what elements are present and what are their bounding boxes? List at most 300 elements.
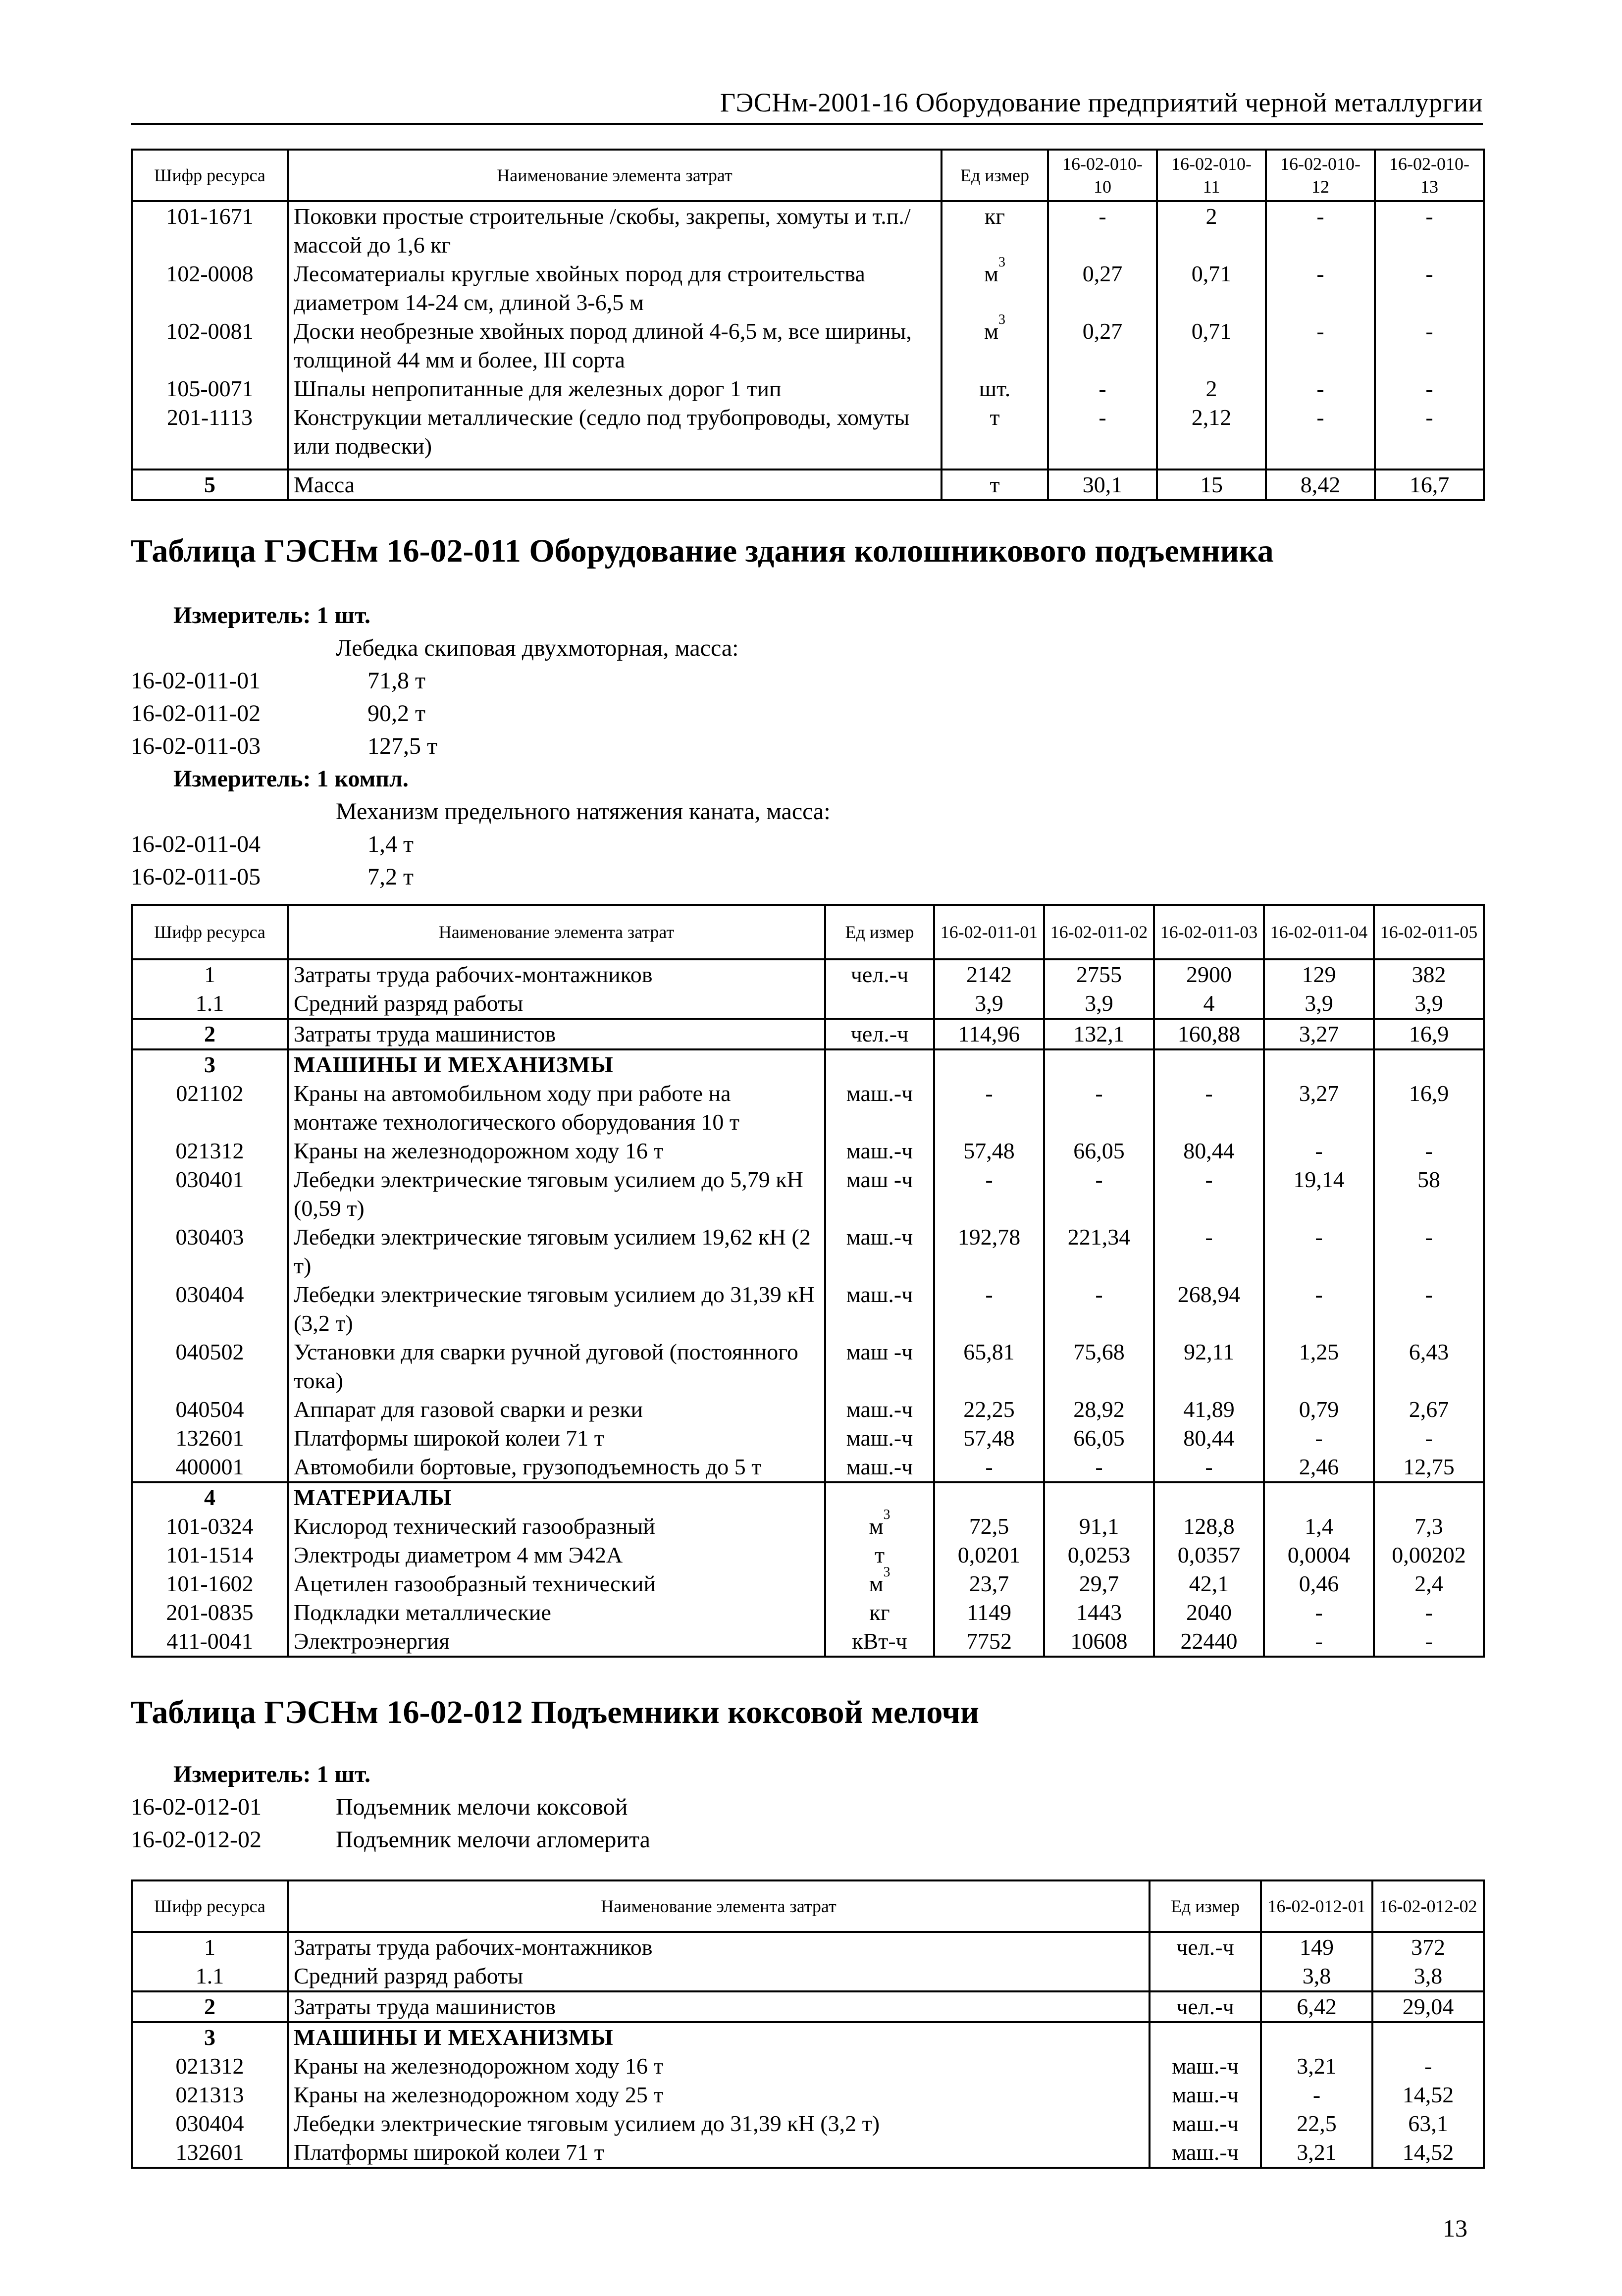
cell-value: 0,0357 [1154,1541,1264,1569]
section-heading: МАТЕРИАЛЫ [288,1482,825,1512]
cell-value: 58 [1374,1165,1484,1223]
cell-name: Масса [288,470,942,500]
cell-value: 14,52 [1372,2081,1484,2109]
cell-unit: $м^3$ [942,317,1048,374]
cell-value: 0,46 [1264,1569,1374,1598]
cell-code: 132601 [132,2138,288,2168]
cell-value: 41,89 [1154,1395,1264,1424]
table-16-02-011 [131,904,1485,1658]
item-description: Лебедка скиповая двухмоторная, масса: [336,635,739,661]
cell-value: 7,3 [1374,1512,1484,1541]
cell-value: 80,44 [1154,1424,1264,1453]
cell-value: - [1266,201,1375,260]
cell-name: Электроды диаметром 4 мм Э42А [288,1541,825,1569]
table-row [132,1424,1484,1453]
cell-value: 3,9 [934,989,1044,1019]
measure-value: 1 шт. [316,602,370,628]
cell-value: 128,8 [1154,1512,1264,1541]
item-code: 16-02-011-05 [131,864,261,890]
cell-value: 3,21 [1261,2138,1372,2168]
table-row [132,989,1484,1019]
cell-name: Лебедки электрические тяговым усилием до 31,39 кН (3,2 т) [288,1280,825,1338]
header-col: 16-02-012-01 [1261,1880,1372,1932]
cell-value: 0,27 [1048,317,1157,374]
cell-code: 030404 [132,2109,288,2138]
cell-value: 22,25 [934,1395,1044,1424]
item-value: 90,2 т [367,700,425,727]
table-row [132,1280,1484,1338]
item-value: Подъемник мелочи коксовой [336,1794,628,1820]
cell-unit: т [942,470,1048,500]
cell-unit: маш.-ч [1150,2052,1261,2081]
cell-code: 105-0071 [132,374,288,403]
cell-value: - [1264,1598,1374,1627]
cell-value: 3,8 [1261,1962,1372,1991]
cell-name: Автомобили бортовые, грузоподъемность до 5 т [288,1453,825,1482]
cell-name: Затраты труда рабочих-монтажников [288,959,825,989]
cell-unit: чел.-ч [825,959,934,989]
cell-value: - [1044,1280,1154,1338]
cell-unit: $м^3$ [942,260,1048,317]
cell-value: 14,52 [1372,2138,1484,2168]
cell-value: 10608 [1044,1627,1154,1657]
cell-code: 030401 [132,1165,288,1223]
header-name: Наименование элемента затрат [288,150,942,201]
cell-value: 1443 [1044,1598,1154,1627]
cell-value: 16,7 [1375,470,1484,500]
cell-value: 1,4 [1264,1512,1374,1541]
table-row [132,1512,1484,1541]
page-number: 13 [1443,2214,1467,2242]
cell-value: 72,5 [934,1512,1044,1541]
header-name: Наименование элемента затрат [288,905,825,959]
item-code: 16-02-011-01 [131,668,261,694]
cell-value: 66,05 [1044,1137,1154,1165]
table-row [132,1049,1484,1079]
header-col: 16-02-010-13 [1375,150,1484,201]
cell-value: 3,9 [1264,989,1374,1019]
cell-name: Краны на железнодорожном ходу 25 т [288,2081,1150,2109]
measure-label: Измеритель: [173,766,311,792]
cell-value: - [934,1165,1044,1223]
table-row [132,1482,1484,1512]
cell-value: 0,79 [1264,1395,1374,1424]
header-col: 16-02-012-02 [1372,1880,1484,1932]
cell-unit: маш -ч [825,1338,934,1395]
cell-value: 2040 [1154,1598,1264,1627]
cell-unit: чел.-ч [1150,1932,1261,1962]
cell-value: 160,88 [1154,1019,1264,1049]
table-row [132,1223,1484,1280]
item-value: 1,4 т [367,831,414,857]
table-row [132,260,1484,317]
cell-code: 1 [132,1932,288,1962]
cell-value: 6,42 [1261,1991,1372,2022]
header-code: Шифр ресурса [132,905,288,959]
cell-name: Электроэнергия [288,1627,825,1657]
cell-value: 114,96 [934,1019,1044,1049]
header-name: Наименование элемента затрат [288,1880,1150,1932]
cell-value: 192,78 [934,1223,1044,1280]
cell-name: Конструкции металлические (седло под трубопроводы, хомуты или подвески) [288,403,942,470]
cell-name: Затраты труда машинистов [288,1991,1150,2022]
cell-value: 22440 [1154,1627,1264,1657]
cell-value: - [1154,1079,1264,1137]
item-code: 16-02-011-02 [131,700,261,727]
cell-unit: маш.-ч [1150,2138,1261,2168]
cell-value: 1,25 [1264,1338,1374,1395]
cell-value: - [1154,1165,1264,1223]
cell-code: 1.1 [132,989,288,1019]
cell-name: Лебедки электрические тяговым усилием до 31,39 кН (3,2 т) [288,2109,1150,2138]
cell-value: - [1374,1627,1484,1657]
cell-value: - [1264,1627,1374,1657]
cell-code: 040504 [132,1395,288,1424]
table-row [132,1395,1484,1424]
cell-value: - [1266,374,1375,403]
cell-value: 6,43 [1374,1338,1484,1395]
cell-value: 3,8 [1372,1962,1484,1991]
table-row [132,959,1484,989]
measure-label: Измеритель: [173,1761,311,1787]
cell-value: - [934,1079,1044,1137]
measure-line [173,763,409,795]
cell-value: - [934,1280,1044,1338]
cell-code: 2 [132,1019,288,1049]
cell-value: - [1264,1280,1374,1338]
cell-name: Затраты труда машинистов [288,1019,825,1049]
cell-value: 16,9 [1374,1079,1484,1137]
table-row [132,1962,1484,1991]
measure-value: 1 компл. [316,766,409,792]
cell-value: - [1375,201,1484,260]
cell-code: 101-1671 [132,201,288,260]
section-title: Таблица ГЭСНм 16-02-012 Подъемники коксовой мелочи [131,1694,979,1730]
cell-value: 30,1 [1048,470,1157,500]
table-row [132,201,1484,260]
cell-value: 3,9 [1044,989,1154,1019]
cell-unit: т [942,403,1048,470]
cell-value: 57,48 [934,1137,1044,1165]
cell-code: 3 [132,2022,288,2052]
cell-value: - [1154,1453,1264,1482]
cell-value: 29,04 [1372,1991,1484,2022]
cell-name: Краны на автомобильном ходу при работе на монтаже технологического оборудования 10 т [288,1079,825,1137]
cell-name: Краны на железнодорожном ходу 16 т [288,1137,825,1165]
table-row [132,2022,1484,2052]
section-title: Таблица ГЭСНм 16-02-011 Оборудование здания колошникового подъемника [131,533,1274,569]
cell-name: Краны на железнодорожном ходу 16 т [288,2052,1150,2081]
cell-code: 102-0081 [132,317,288,374]
section-heading: МАШИНЫ И МЕХАНИЗМЫ [288,1049,825,1079]
measure-label: Измеритель: [173,602,311,628]
table-16-02-010 [131,149,1485,501]
cell-name: Установки для сварки ручной дуговой (постоянного тока) [288,1338,825,1395]
cell-value: - [1264,1424,1374,1453]
cell-name: Поковки простые строительные /скобы, закрепы, хомуты и т.п./ массой до 1,6 кг [288,201,942,260]
cell-value: - [1374,1424,1484,1453]
cell-unit: кг [825,1598,934,1627]
cell-value: 92,11 [1154,1338,1264,1395]
cell-code: 030403 [132,1223,288,1280]
cell-value: 132,1 [1044,1019,1154,1049]
cell-value: 2,67 [1374,1395,1484,1424]
cell-code: 021312 [132,1137,288,1165]
cell-value: 372 [1372,1932,1484,1962]
table-row [132,1079,1484,1137]
cell-name: Шпалы непропитанные для железных дорог 1 тип [288,374,942,403]
cell-unit: чел.-ч [1150,1991,1261,2022]
cell-value: 80,44 [1154,1137,1264,1165]
cell-value: 3,27 [1264,1019,1374,1049]
cell-code: 201-0835 [132,1598,288,1627]
cell-value: - [1261,2081,1372,2109]
cell-value: 2755 [1044,959,1154,989]
table-row [132,1338,1484,1395]
cell-value: - [1048,403,1157,470]
cell-code: 132601 [132,1424,288,1453]
cell-code: 1 [132,959,288,989]
cell-value: - [1264,1223,1374,1280]
item-value: 71,8 т [367,668,425,694]
cell-code: 411-0041 [132,1627,288,1657]
cell-unit: маш.-ч [825,1137,934,1165]
cell-value: 29,7 [1044,1569,1154,1598]
header-col: 16-02-010-10 [1048,150,1157,201]
cell-value: - [1372,2052,1484,2081]
cell-name: Ацетилен газообразный технический [288,1569,825,1598]
item-description: Механизм предельного натяжения каната, масса: [336,798,831,825]
cell-unit: маш.-ч [825,1280,934,1338]
header-col: 16-02-011-05 [1374,905,1484,959]
cell-value: 382 [1374,959,1484,989]
table-row [132,2138,1484,2168]
cell-unit: маш.-ч [825,1223,934,1280]
cell-value: 8,42 [1266,470,1375,500]
cell-code: 4 [132,1482,288,1512]
cell-name: Средний разряд работы [288,1962,1150,1991]
cell-code: 400001 [132,1453,288,1482]
section-heading: МАШИНЫ И МЕХАНИЗМЫ [288,2022,1150,2052]
cell-value: - [1048,201,1157,260]
cell-code: 021102 [132,1079,288,1137]
cell-value: 15 [1157,470,1266,500]
cell-value: 19,14 [1264,1165,1374,1223]
cell-value: 0,0201 [934,1541,1044,1569]
cell-value: 221,34 [1044,1223,1154,1280]
cell-value: 0,71 [1157,317,1266,374]
table-row [132,1991,1484,2022]
cell-code: 021313 [132,2081,288,2109]
cell-unit: маш.-ч [825,1424,934,1453]
cell-unit: маш.-ч [1150,2109,1261,2138]
header-col: 16-02-011-01 [934,905,1044,959]
cell-unit: маш.-ч [1150,2081,1261,2109]
cell-name: Кислород технический газообразный [288,1512,825,1541]
cell-value: - [1374,1280,1484,1338]
cell-code: 1.1 [132,1962,288,1991]
cell-value: - [1044,1165,1154,1223]
cell-value: 0,00202 [1374,1541,1484,1569]
cell-name: Лебедки электрические тяговым усилием до 5,79 кН (0,59 т) [288,1165,825,1223]
cell-name: Лесоматериалы круглые хвойных пород для строительства диаметром 14-24 см, длиной 3-6,5 м [288,260,942,317]
cell-unit: шт. [942,374,1048,403]
cell-value: 4 [1154,989,1264,1019]
cell-value: 2,46 [1264,1453,1374,1482]
table-row [132,2109,1484,2138]
cell-value: - [1048,374,1157,403]
cell-unit: $м^3$ [825,1512,934,1541]
cell-value: - [934,1453,1044,1482]
cell-value: 0,71 [1157,260,1266,317]
table-row [132,1627,1484,1657]
table-row [132,2052,1484,2081]
cell-value: - [1154,1223,1264,1280]
cell-code: 2 [132,1991,288,2022]
cell-value: 28,92 [1044,1395,1154,1424]
cell-code: 030404 [132,1280,288,1338]
cell-value: 75,68 [1044,1338,1154,1395]
item-code: 16-02-011-03 [131,733,261,759]
cell-value: - [1375,403,1484,470]
table-row [132,470,1484,500]
table-row [132,403,1484,470]
cell-value: - [1266,260,1375,317]
cell-value: - [1375,260,1484,317]
cell-value: 2,4 [1374,1569,1484,1598]
table-row [132,1453,1484,1482]
cell-value: - [1264,1137,1374,1165]
measure-value: 1 шт. [316,1761,370,1787]
cell-value: - [1044,1079,1154,1137]
cell-value: 16,9 [1374,1019,1484,1049]
cell-code: 201-1113 [132,403,288,470]
cell-value: 3,27 [1264,1079,1374,1137]
cell-value: 129 [1264,959,1374,989]
cell-value: - [1266,403,1375,470]
header-col: 16-02-010-12 [1266,150,1375,201]
cell-code: 3 [132,1049,288,1079]
cell-code: 040502 [132,1338,288,1395]
cell-name: Доски необрезные хвойных пород длиной 4-6,5 м, все ширины, толщиной 44 мм и более, III сорта [288,317,942,374]
cell-unit [825,989,934,1019]
header-unit: Ед измер [942,150,1048,201]
cell-value: 42,1 [1154,1569,1264,1598]
cell-value: 2,12 [1157,403,1266,470]
table-row [132,1932,1484,1962]
cell-value: 22,5 [1261,2109,1372,2138]
item-code: 16-02-012-01 [131,1794,262,1820]
cell-unit: маш.-ч [825,1079,934,1137]
cell-code: 021312 [132,2052,288,2081]
cell-value: - [1374,1223,1484,1280]
header-col: 16-02-010-11 [1157,150,1266,201]
table-row [132,1019,1484,1049]
cell-unit [1150,1962,1261,1991]
header-code: Шифр ресурса [132,150,288,201]
item-value: Подъемник мелочи агломерита [336,1826,650,1853]
header-col: 16-02-011-03 [1154,905,1264,959]
running-header-text: ГЭСНм-2001-16 Оборудование предприятий черной металлургии [720,88,1483,117]
running-header [131,83,1483,125]
cell-code: 101-1514 [132,1541,288,1569]
item-value: 7,2 т [367,864,414,890]
cell-name: Затраты труда рабочих-монтажников [288,1932,1150,1962]
cell-value: 1149 [934,1598,1044,1627]
table-row [132,374,1484,403]
cell-unit: кг [942,201,1048,260]
item-code: 16-02-012-02 [131,1826,262,1853]
header-unit: Ед измер [825,905,934,959]
cell-value: 91,1 [1044,1512,1154,1541]
cell-value: - [1266,317,1375,374]
cell-value: 23,7 [934,1569,1044,1598]
cell-value: 63,1 [1372,2109,1484,2138]
cell-unit: чел.-ч [825,1019,934,1049]
cell-value: - [1044,1453,1154,1482]
cell-value: 0,0004 [1264,1541,1374,1569]
cell-name: Подкладки металлические [288,1598,825,1627]
cell-code: 101-0324 [132,1512,288,1541]
cell-value: 2900 [1154,959,1264,989]
cell-unit: маш -ч [825,1165,934,1223]
cell-value: 3,9 [1374,989,1484,1019]
cell-value: - [1374,1137,1484,1165]
cell-value: - [1375,374,1484,403]
cell-name: Платформы широкой колеи 71 т [288,1424,825,1453]
cell-value: 2142 [934,959,1044,989]
cell-value: - [1375,317,1484,374]
table-row [132,317,1484,374]
measure-line [173,1758,370,1791]
header-unit: Ед измер [1150,1880,1261,1932]
measure-line [173,599,370,632]
table-row [132,1137,1484,1165]
cell-value: 12,75 [1374,1453,1484,1482]
cell-value: 7752 [934,1627,1044,1657]
cell-name: Средний разряд работы [288,989,825,1019]
cell-code: 102-0008 [132,260,288,317]
cell-unit: т [825,1541,934,1569]
cell-name: Платформы широкой колеи 71 т [288,2138,1150,2168]
cell-value: 2 [1157,201,1266,260]
table-row [132,1569,1484,1598]
table-row [132,2081,1484,2109]
header-col: 16-02-011-04 [1264,905,1374,959]
cell-value: 65,81 [934,1338,1044,1395]
cell-value: 0,27 [1048,260,1157,317]
cell-value: 149 [1261,1932,1372,1962]
cell-value: 3,21 [1261,2052,1372,2081]
table-row [132,1165,1484,1223]
cell-name: Лебедки электрические тяговым усилием 19,62 кН (2 т) [288,1223,825,1280]
cell-value: 66,05 [1044,1424,1154,1453]
cell-value: 0,0253 [1044,1541,1154,1569]
cell-unit: кВт-ч [825,1627,934,1657]
cell-code: 101-1602 [132,1569,288,1598]
cell-unit: маш.-ч [825,1453,934,1482]
cell-unit: $м^3$ [825,1569,934,1598]
item-value: 127,5 т [367,733,437,759]
table-row [132,1598,1484,1627]
cell-unit: маш.-ч [825,1395,934,1424]
table-16-02-012 [131,1879,1485,2169]
cell-value: - [1374,1598,1484,1627]
cell-value: 268,94 [1154,1280,1264,1338]
header-col: 16-02-011-02 [1044,905,1154,959]
cell-value: 57,48 [934,1424,1044,1453]
cell-name: Аппарат для газовой сварки и резки [288,1395,825,1424]
